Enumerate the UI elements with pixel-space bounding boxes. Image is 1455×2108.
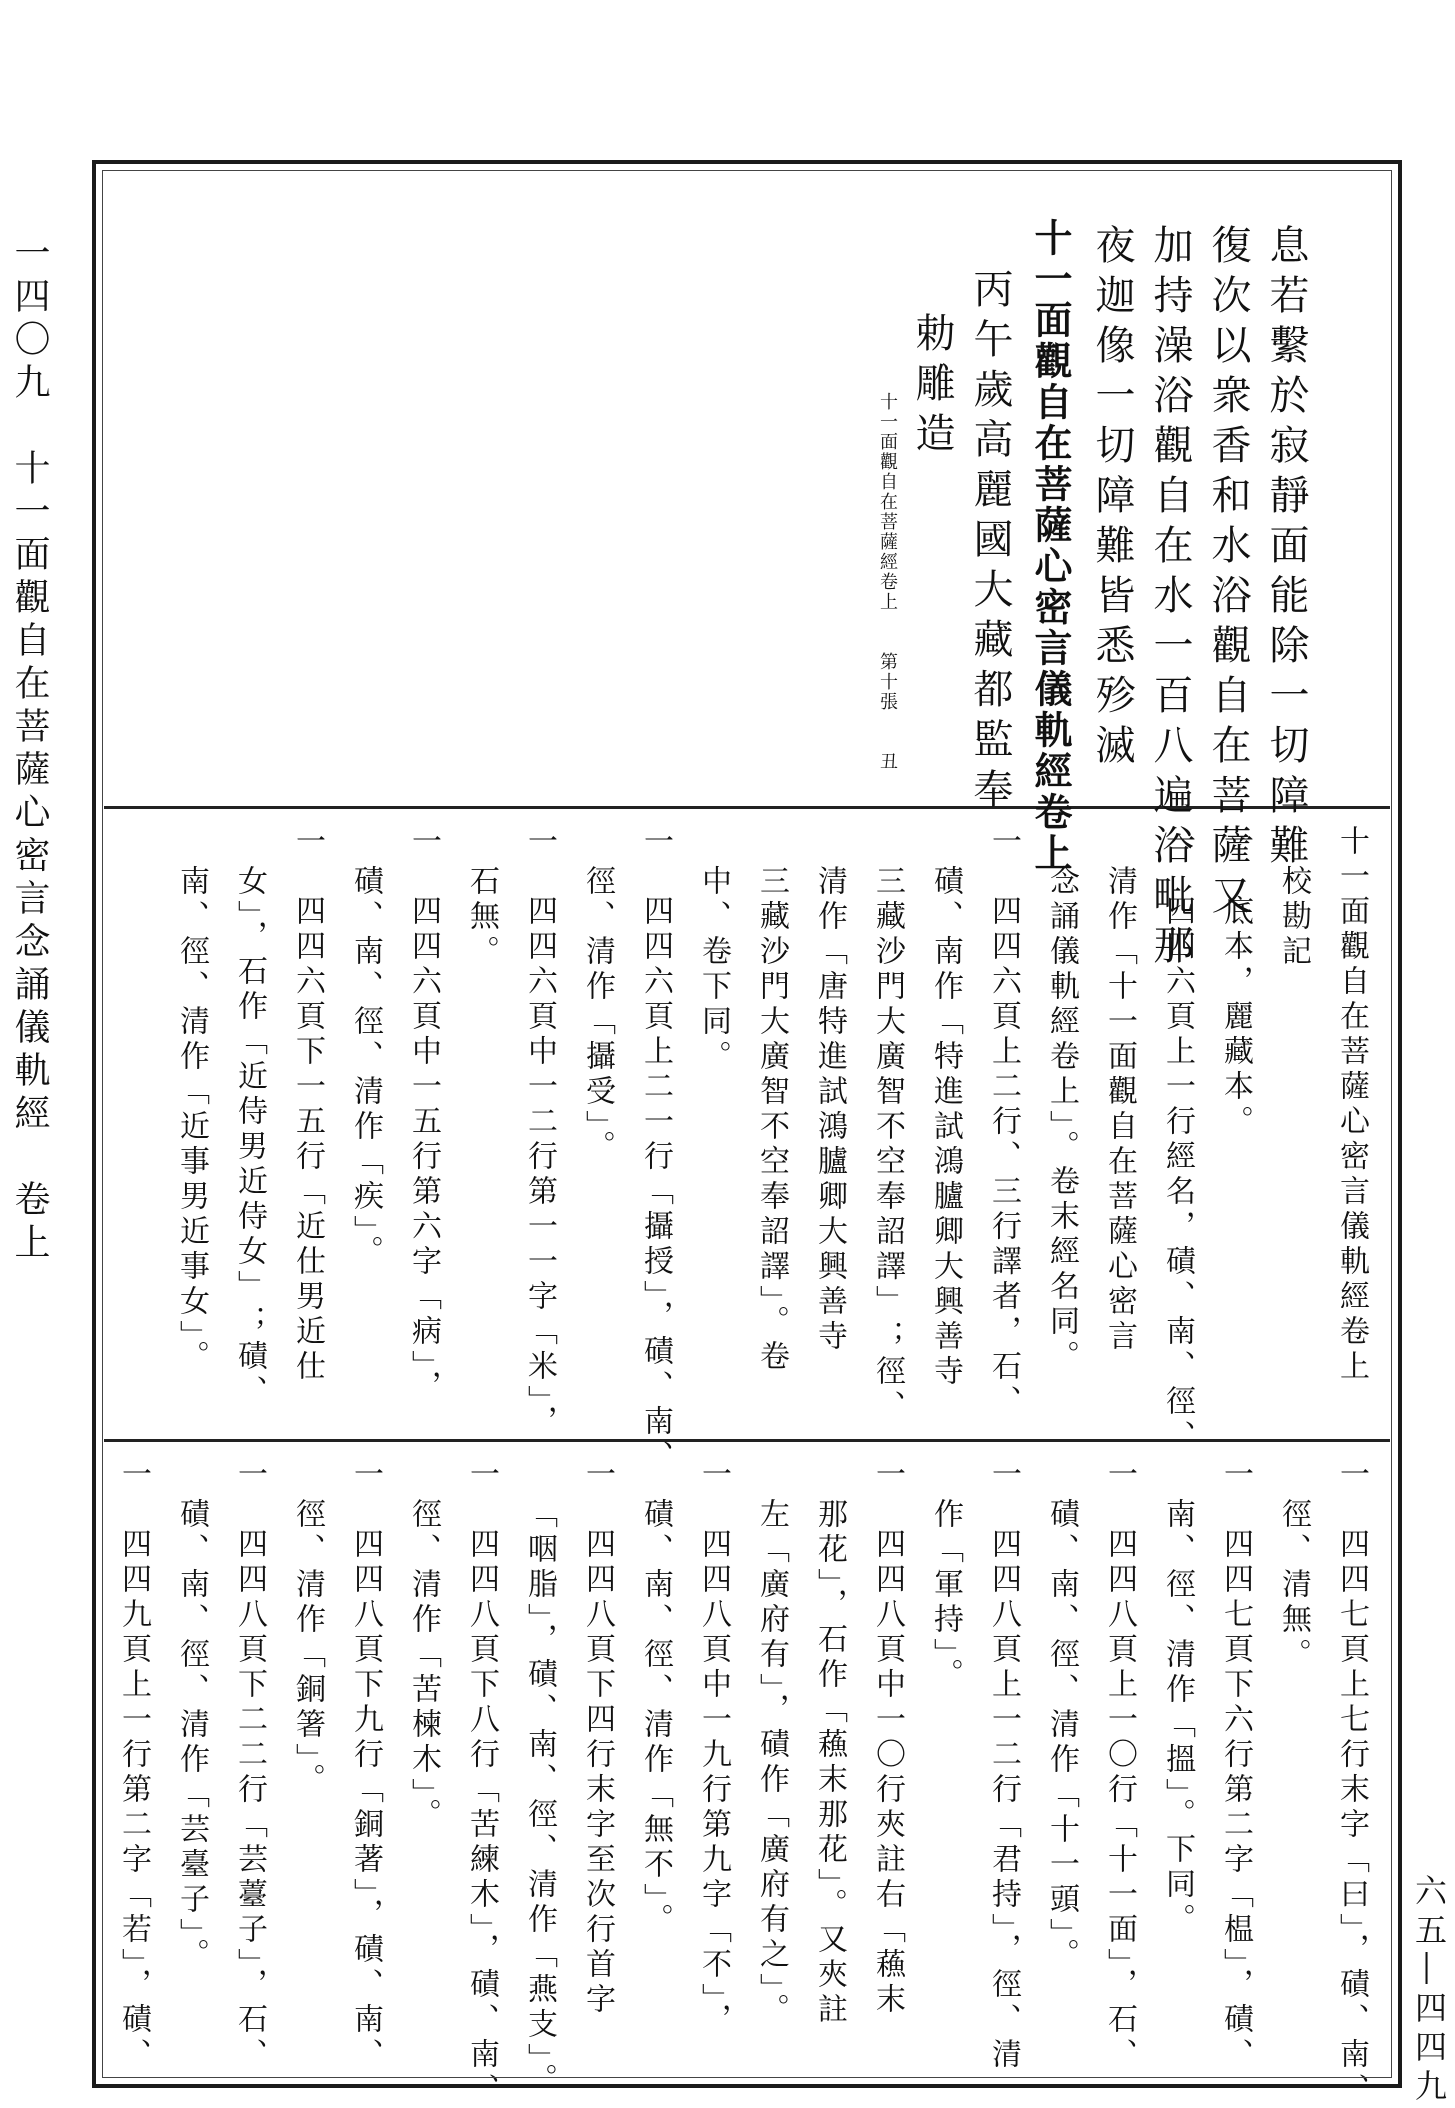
note-line: 南、徑、清作「搵」。下同。 bbox=[1160, 1498, 1195, 1938]
sutra-title: 十一面觀自在菩薩心密言儀軌經卷上 bbox=[1028, 218, 1073, 874]
note-line: 一 四四九頁上一行第二字「若」，磧、 bbox=[116, 1458, 151, 2073]
note-line: 一 四四六頁中一二行第一一字「米」， bbox=[522, 825, 557, 1440]
note-line: 一 四四八頁上一〇行「十一面」，石、 bbox=[1102, 1458, 1137, 2073]
sutra-line-3: 加持澡浴觀自在水一百八遍浴毗那 bbox=[1147, 224, 1193, 974]
running-title: 一四〇九 十一面觀自在菩薩心密言念誦儀軌經 卷上 bbox=[9, 234, 50, 1266]
note-line: 一 四四六頁中一五行第六字「病」， bbox=[406, 825, 441, 1405]
note-line: 磧、南、徑、清作「十一頭」。 bbox=[1044, 1498, 1079, 1973]
note-line: 徑、清作「銅箸」。 bbox=[290, 1498, 325, 1798]
colophon-line-2: 勅雕造 bbox=[909, 312, 955, 462]
note-line: 一 四四八頁中一九行第九字「不」， bbox=[696, 1458, 731, 2038]
sutra-line-2: 復次以衆香和水浴觀自在菩薩又 bbox=[1205, 224, 1251, 924]
page-frame bbox=[92, 160, 1402, 2108]
note-line: 一 四四八頁中一〇行夾註右「蘓末 bbox=[870, 1458, 905, 2018]
note-line: 女」，石作「近侍男近侍女」；磧、 bbox=[232, 865, 267, 1410]
note-line: 一 四四七頁上七行末字「曰」，磧、南、 bbox=[1334, 1458, 1369, 2108]
note-line: 一 四四六頁上二行、三行譯者，石、 bbox=[986, 825, 1021, 1420]
note-line: 磧、南作「特進試鴻臚卿大興善寺 bbox=[928, 865, 963, 1390]
note-line: 一 四四六頁上一行經名，磧、南、徑、 bbox=[1160, 825, 1195, 1455]
sutra-line-4: 夜迦像一切障難皆悉殄滅 bbox=[1089, 224, 1135, 774]
collation-panel-1 bbox=[104, 809, 1390, 1475]
note-line: 一 四四八頁下八行「苦練木」，磧、南、 bbox=[464, 1458, 499, 2108]
note-line: 徑、清作「苦楝木」。 bbox=[406, 1498, 441, 1833]
note-line: 一 四四六頁下一五行「近仕男近仕 bbox=[290, 825, 325, 1385]
note-line: 一 底本，麗藏本。 bbox=[1218, 825, 1253, 1140]
collation-panel-2 bbox=[104, 1442, 1390, 2108]
note-line: 一 四四八頁上一二行「君持」，徑、清 bbox=[986, 1458, 1021, 2073]
note-line: 那花」，石作「蘓末那花」。又夾註 bbox=[812, 1498, 847, 2028]
note-line: 徑、清無。 bbox=[1276, 1498, 1311, 1673]
note-line: 一 四四八頁下四行末字至次行首字 bbox=[580, 1458, 615, 2018]
note-line: 清作「唐特進試鴻臚卿大興善寺 bbox=[812, 865, 847, 1355]
notes-heading: 十一面觀自在菩薩心密言儀軌經卷上 bbox=[1334, 825, 1369, 1385]
notes-subheading: 校勘記 bbox=[1276, 865, 1311, 970]
note-line: 三藏沙門大廣智不空奉詔譯」；徑、 bbox=[870, 865, 905, 1425]
note-line: 「咽脂」，磧、南、徑、清作「燕支」。 bbox=[522, 1498, 557, 2098]
note-line: 作「軍持」。 bbox=[928, 1498, 963, 1693]
note-line: 石無。 bbox=[464, 865, 499, 970]
note-line: 左「廣府有」，磧作「廣府有之」。 bbox=[754, 1498, 789, 2028]
note-line: 一 四四六頁上二一行「攝授」，磧、南、 bbox=[638, 825, 673, 1475]
note-line: 徑、清作「攝受」。 bbox=[580, 865, 615, 1165]
colophon-line-1: 丙午歲高麗國大藏都監奉 bbox=[967, 268, 1013, 818]
note-line: 清作「十一面觀自在菩薩心密言 bbox=[1102, 865, 1137, 1355]
note-line: 磧、南、徑、清作「芸臺子」。 bbox=[174, 1498, 209, 1973]
note-line: 一 四四七頁下六行第二字「榅」，磧、 bbox=[1218, 1458, 1253, 2073]
page-number: 六五―四四九 bbox=[1410, 1874, 1448, 2108]
note-line: 磧、南、徑、清作「無不」。 bbox=[638, 1498, 673, 1938]
sutra-line-1: 息若繫於寂靜面能除一切障難 bbox=[1263, 224, 1309, 874]
note-line: 三藏沙門大廣智不空奉詔譯」。卷 bbox=[754, 865, 789, 1375]
note-line: 念誦儀軌經卷上」。卷末經名同。 bbox=[1044, 865, 1079, 1375]
note-line: 一 四四八頁下九行「銅著」，磧、南、 bbox=[348, 1458, 383, 2073]
note-line: 南、徑、清作「近事男近事女」。 bbox=[174, 865, 209, 1375]
note-line: 磧、南、徑、清作「疾」。 bbox=[348, 865, 383, 1270]
note-line: 中、卷下同。 bbox=[696, 865, 731, 1075]
note-line: 一 四四八頁下二二行「芸薹子」，石、 bbox=[232, 1458, 267, 2073]
page-footer-mark: 十一面觀自在菩薩經卷上 第十張 丑 bbox=[877, 392, 898, 772]
